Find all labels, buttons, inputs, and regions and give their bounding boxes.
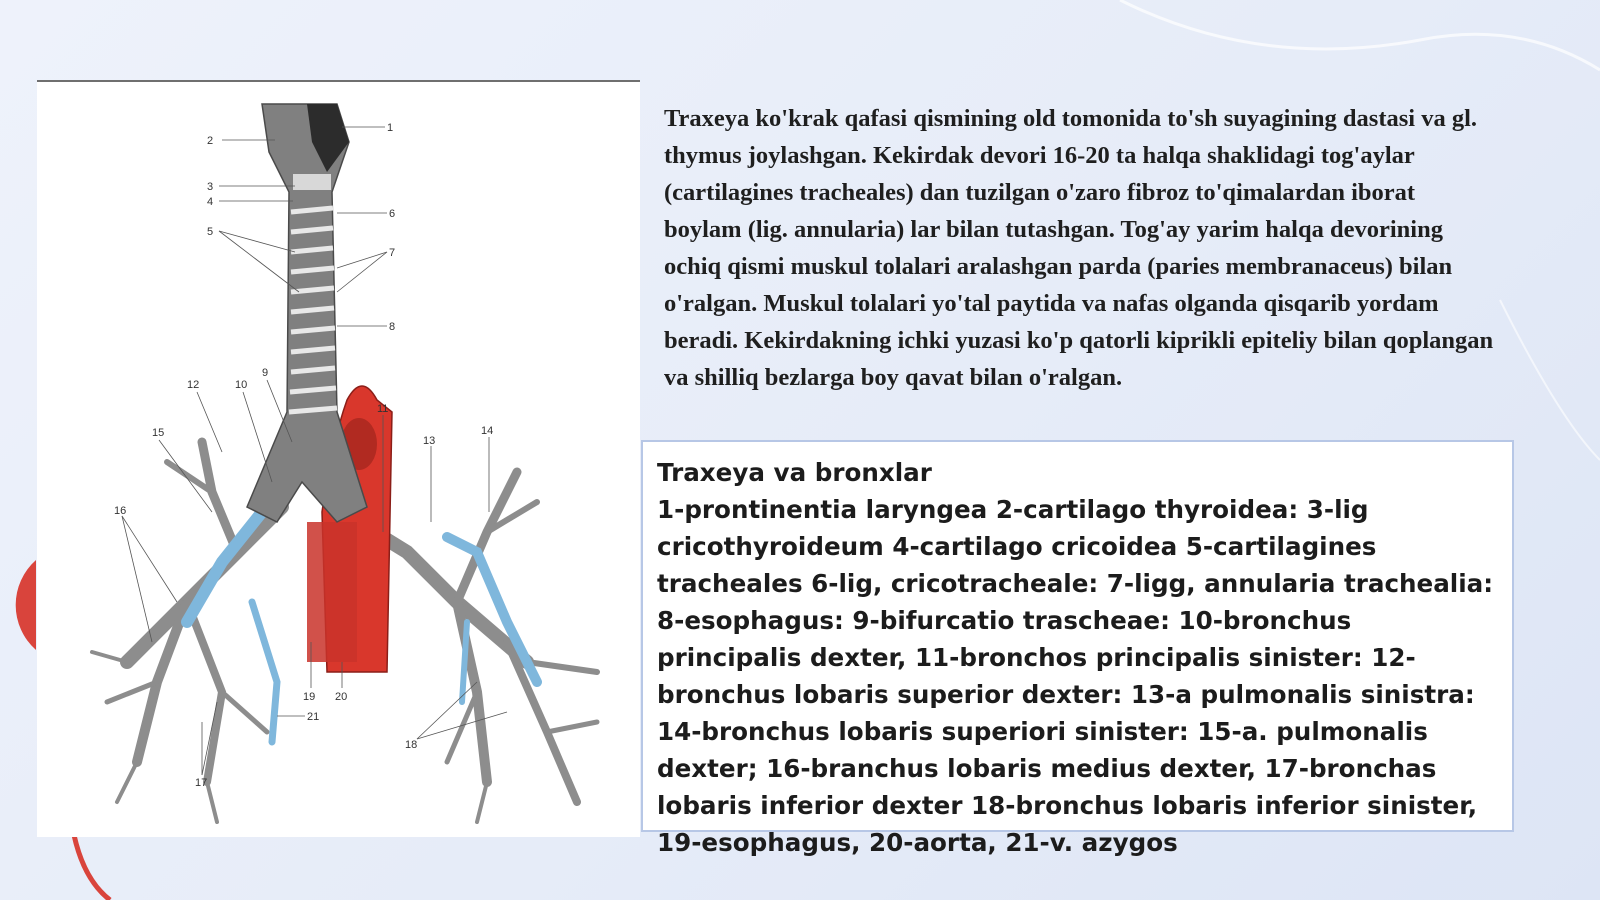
figure-label-7: 7 xyxy=(389,247,396,259)
legend-text: 1-prontinentia laryngea 2-cartilago thyroidea: 3-lig cricothyroideum 4-cartilago cricoidea 5-cartilagines tracheales 6-lig, cricotracheale: 7-ligg, annularia trachealia: 8-esophagus: 9-bifurcatio trascheae: 10-bronchus principalis dexter, 11-bronchos principalis sinister: 12- bronchus lobaris superior dexter: 13-a pulmonalis sinistra: 14-bronchus lobaris superiori sinister: 15-a. pulmonalis dexter; 16-branchus lobaris medius dexter, 17-bronchas lobaris inferior dexter 18-bronchus lobaris inferior sinister, 19-esophagus, 20-aorta, 21-v. azygos xyxy=(657,495,1494,857)
figure-label-16: 16 xyxy=(114,505,127,517)
figure-label-10: 10 xyxy=(235,379,248,391)
trachea-bronchi-figure xyxy=(37,80,640,837)
figure-label-18: 18 xyxy=(405,739,418,751)
figure-label-5: 5 xyxy=(207,226,214,238)
figure-label-19: 19 xyxy=(303,691,316,703)
figure-label-17: 17 xyxy=(195,777,208,789)
figure-label-12: 12 xyxy=(187,379,200,391)
figure-label-3: 3 xyxy=(207,181,214,193)
legend-box xyxy=(641,440,1514,857)
figure-label-2: 2 xyxy=(207,135,214,147)
figure-label-21: 21 xyxy=(307,711,320,723)
figure-label-9: 9 xyxy=(262,367,269,379)
figure-label-20: 20 xyxy=(335,691,348,703)
intro-paragraph: Traxeya ko'krak qafasi qismining old tomonida to'sh suyagining dastasi va gl. thymus joylashgan. Kekirdak devori 16-20 ta halqa shaklidagi tog'aylar (cartilagines tracheales) dan tuzilgan o'zaro fibroz to'qimalardan iborat boylam (lig. annularia) lar bilan tutashgan. Tog'ay yarim halqa devorining ochiq qismi muskul tolalari aralashgan parda (paries membranaceus) bilan o'ralgan. Muskul tolalari yo'tal paytida va nafas olganda qisqarib yordam beradi. Kekirdakning ichki yuzasi ko'p qatorli kiprikli epiteliy bilan qoplangan va shilliq bezlarga boy qavat bilan o'ralgan. xyxy=(664,105,1494,391)
legend-title: Traxeya va bronxlar xyxy=(657,458,932,487)
figure-label-8: 8 xyxy=(389,321,396,333)
figure-label-6: 6 xyxy=(389,208,396,220)
figure-label-4: 4 xyxy=(207,196,214,208)
figure-label-1: 1 xyxy=(387,122,394,134)
figure-label-15: 15 xyxy=(152,427,165,439)
figure-label-13: 13 xyxy=(423,435,436,447)
figure-label-11: 11 xyxy=(377,403,389,415)
figure-label-14: 14 xyxy=(481,425,494,437)
